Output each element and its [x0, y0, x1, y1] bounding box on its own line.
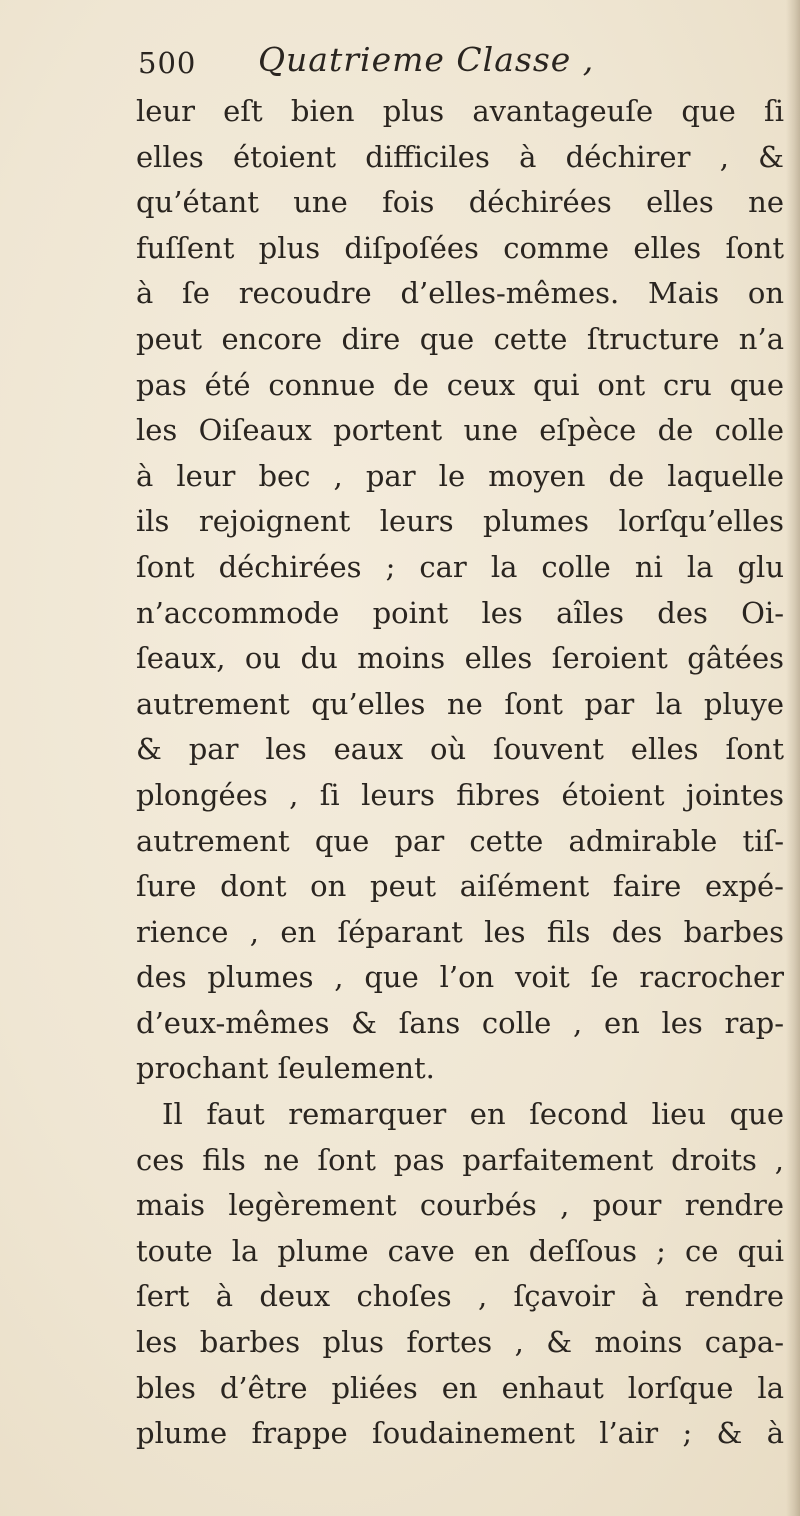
text-line: à leur bec , par le moyen de laquelle	[136, 458, 784, 493]
text-line: bles d’être pliées en enhaut lorſque la	[136, 1370, 784, 1405]
text-line: n’accommode point les aîles des Oi-	[136, 595, 784, 630]
text-line: ils rejoignent leurs plumes lorſqu’elles	[136, 504, 784, 539]
text-line: plongées , ſi leurs fibres étoient jointes	[136, 777, 784, 812]
page-number: 500	[138, 46, 197, 80]
text-line: à ſe recoudre d’elles-mêmes. Mais on	[136, 276, 784, 311]
text-line: & par les eaux où ſouvent elles ſont	[136, 732, 784, 767]
paragraph-start-line: Il faut remarquer en ſecond lieu que	[162, 1097, 784, 1132]
text-line: ſert à deux choſes , ſçavoir à rendre	[136, 1279, 784, 1314]
text-line: mais legèrement courbés , pour rendre	[136, 1188, 784, 1223]
text-line: ſont déchirées ; car la colle ni la glu	[136, 549, 784, 584]
page-header	[138, 40, 778, 88]
text-line: ſure dont on peut aiſément faire expé-	[136, 869, 784, 904]
text-line: ces fils ne ſont pas parfaitement droits ,	[136, 1142, 784, 1177]
text-line: toute la plume cave en deſſous ; ce qui	[136, 1233, 784, 1268]
text-line: autrement que par cette admirable tiſ-	[136, 823, 784, 858]
text-line: des plumes , que l’on voit ſe racrocher	[136, 960, 784, 995]
text-line: d’eux-mêmes & ſans colle , en les rap-	[136, 1005, 784, 1040]
text-line: autrement qu’elles ne ſont par la pluye	[136, 686, 784, 721]
text-line: elles étoient difficiles à déchirer , &	[136, 139, 784, 174]
body-text	[136, 89, 784, 1457]
text-line: qu’étant une fois déchirées elles ne	[136, 185, 784, 220]
text-line: fuſſent plus diſpoſées comme elles ſont	[136, 230, 784, 265]
text-line: rience , en ſéparant les fils des barbes	[136, 914, 784, 949]
text-line: plume frappe ſoudainement l’air ; & à	[136, 1416, 784, 1451]
text-line: leur eſt bien plus avantageuſe que ſi	[136, 94, 784, 128]
text-line: les barbes plus fortes , & moins capa-	[136, 1325, 784, 1360]
text-line: les Oiſeaux portent une eſpèce de colle	[136, 413, 784, 448]
running-head: Quatrieme Classe ,	[258, 40, 595, 79]
text-line: pas été connue de ceux qui ont cru que	[136, 367, 784, 402]
paragraph-end-line: prochant ſeulement.	[136, 1051, 435, 1086]
page-edge-shadow	[786, 0, 800, 1516]
text-line: peut encore dire que cette ſtructure n’a	[136, 321, 784, 356]
text-line: ſeaux, ou du moins elles ſeroient gâtées	[136, 641, 784, 676]
